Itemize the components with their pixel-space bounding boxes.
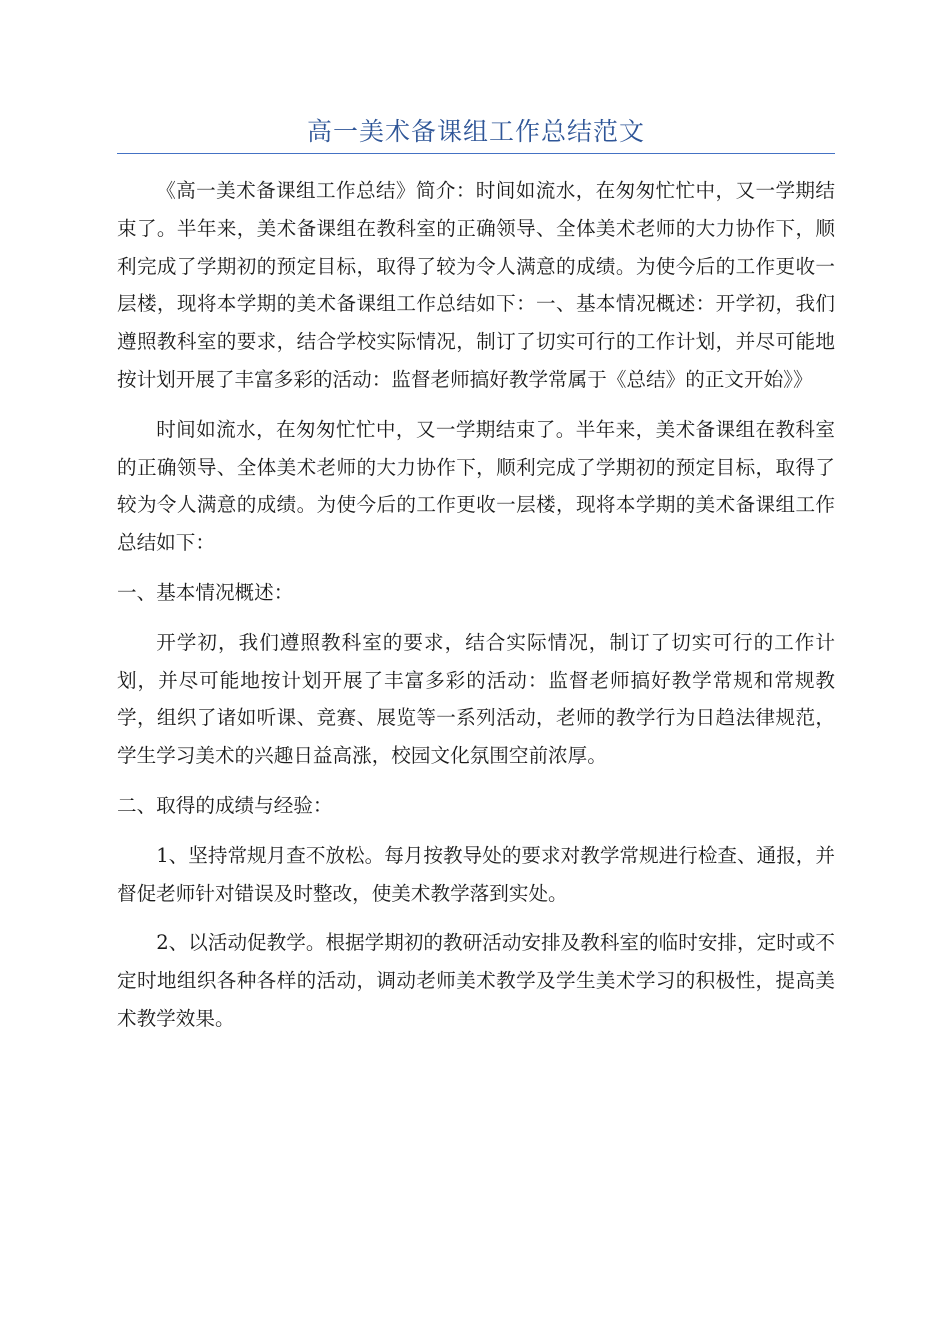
document-title: 高一美术备课组工作总结范文 xyxy=(306,117,645,146)
section-heading-1: 一、基本情况概述： xyxy=(117,580,294,604)
intro-paragraph: 《高一美术备课组工作总结》简介：时间如流水，在匆匆忙忙中，又一学期结束了。半年来，美术备课组在教科室的正确领导、全体美术老师的大力协作下，顺利完成了学期初的预定目标，取得了较为令人满意的成绩。为使今后的工作更收一层楼，现将本学期的美术备课组工作总结如下：一、基本情况概述：开学初，我们遵照教科室的要求，结合学校实际情况，制订了切实可行的工作计划，并尽可能地按计划开展了丰富多彩的活动：监督老师搞好教学常属于《总结》的正文开始》》 xyxy=(117,179,835,391)
document-body xyxy=(117,172,835,1050)
opening-paragraph: 时间如流水，在匆匆忙忙中，又一学期结束了。半年来，美术备课组在教科室的正确领导、全体美术老师的大力协作下，顺利完成了学期初的预定目标，取得了较为令人满意的成绩。为使今后的工作更收一层楼，现将本学期的美术备课组工作总结如下： xyxy=(117,417,835,555)
section-2-item-2: 2、以活动促教学。根据学期初的教研活动安排及教科室的临时安排，定时或不定时地组织各种各样的活动，调动老师美术教学及学生美术学习的积极性，提高美术教学效果。 xyxy=(117,931,835,1030)
section-heading-2: 二、取得的成绩与经验： xyxy=(117,793,333,817)
title-underline xyxy=(117,153,835,154)
section-1-paragraph: 开学初，我们遵照教科室的要求，结合实际情况，制订了切实可行的工作计划，并尽可能地按计划开展了丰富多彩的活动：监督老师搞好教学常规和常规教学，组织了诸如听课、竞赛、展览等一系列活动，老师的教学行为日趋法律规范，学生学习美术的兴趣日益高涨，校园文化氛围空前浓厚。 xyxy=(117,630,835,768)
section-2-item-1: 1、坚持常规月查不放松。每月按教导处的要求对教学常规进行检查、通报，并督促老师针对错误及时整改，使美术教学落到实处。 xyxy=(117,843,835,905)
